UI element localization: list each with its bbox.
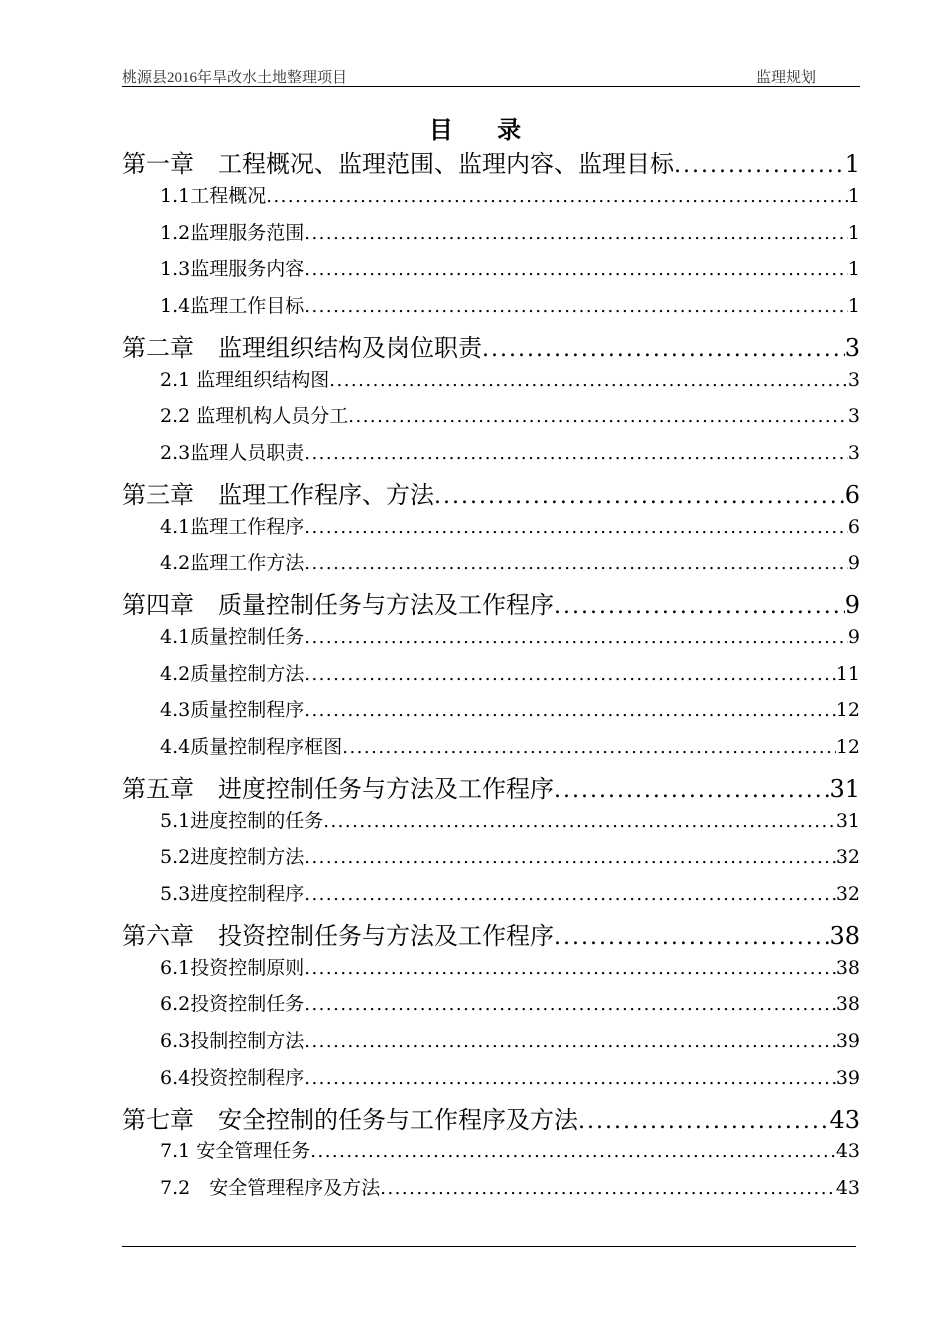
toc-entry-title: 4.3质量控制程序 xyxy=(160,699,305,722)
footer-divider xyxy=(122,1246,856,1247)
toc-entry-title: 1.2监理服务范围 xyxy=(160,221,305,244)
toc-entry-title: 第一章 工程概况、监理范围、监理内容、监理目标 xyxy=(122,150,674,178)
toc-page-number: 11 xyxy=(835,662,860,685)
toc-page-number: 32 xyxy=(835,846,860,869)
toc-chapter-entry[interactable] xyxy=(122,475,860,510)
toc-page-number: 1 xyxy=(847,221,860,244)
toc-section-entry[interactable] xyxy=(160,181,860,208)
toc-section-entry[interactable] xyxy=(160,1026,860,1053)
toc-entry-title: 第七章 安全控制的任务与工作程序及方法 xyxy=(122,1105,578,1134)
toc-leader-dots xyxy=(304,700,836,721)
toc-entry-title: 1.3监理服务内容 xyxy=(160,258,305,281)
toc-leader-dots xyxy=(554,925,829,950)
toc-chapter-entry[interactable] xyxy=(122,1100,860,1135)
toc-leader-dots xyxy=(304,553,848,574)
toc-leader-dots xyxy=(304,1031,836,1052)
toc-section-entry[interactable] xyxy=(160,953,860,980)
toc-page-number: 31 xyxy=(835,809,860,832)
toc-page-number: 39 xyxy=(835,1066,860,1089)
toc-entry-title: 4.4质量控制程序框图 xyxy=(160,736,343,758)
toc-page-number: 43 xyxy=(835,1140,860,1163)
toc-chapter-entry[interactable] xyxy=(122,144,860,179)
page-header xyxy=(122,64,860,87)
toc-leader-dots xyxy=(304,664,836,685)
toc-leader-dots xyxy=(348,406,848,427)
toc-leader-dots xyxy=(554,594,845,619)
toc-entry-title: 6.3投制控制方法 xyxy=(160,1030,305,1052)
toc-entry-title: 2.3监理人员职责 xyxy=(160,442,305,464)
toc-entry-title: 6.1投资控制原则 xyxy=(160,956,305,979)
toc-page-number: 31 xyxy=(829,774,860,803)
toc-section-entry[interactable] xyxy=(160,254,860,281)
toc-section-entry[interactable] xyxy=(160,512,860,539)
toc-entry-title: 5.1进度控制的任务 xyxy=(160,809,324,832)
toc-leader-dots xyxy=(304,259,848,280)
toc-section-entry[interactable] xyxy=(160,1063,860,1090)
toc-leader-dots xyxy=(304,958,836,979)
toc-leader-dots xyxy=(578,1109,829,1134)
toc-entry-title: 1.4监理工作目标 xyxy=(160,295,305,317)
toc-leader-dots xyxy=(304,847,836,868)
header-doc-type: 监理规划 xyxy=(755,70,816,86)
toc-leader-dots xyxy=(304,1068,836,1089)
toc-page-number: 38 xyxy=(835,993,860,1016)
toc-section-entry[interactable] xyxy=(160,659,860,686)
toc-entry-title: 2.1 监理组织结构图 xyxy=(160,368,330,391)
toc-page-number: 1 xyxy=(847,295,860,317)
toc-page-number: 12 xyxy=(835,736,860,758)
toc-entry-title: 5.3进度控制程序 xyxy=(160,883,305,905)
toc-section-entry[interactable] xyxy=(160,1173,860,1200)
toc-entry-title: 1.1工程概况 xyxy=(160,184,267,207)
toc-section-entry[interactable] xyxy=(160,622,860,649)
toc-leader-dots xyxy=(304,443,848,464)
toc-page-number: 6 xyxy=(847,515,860,538)
toc-chapter-entry[interactable] xyxy=(122,585,860,620)
toc-section-entry[interactable] xyxy=(160,806,860,833)
toc-section-entry[interactable] xyxy=(160,438,860,465)
toc-entry-title: 6.2投资控制任务 xyxy=(160,993,305,1016)
toc-entry-title: 7.1 安全管理任务 xyxy=(160,1140,311,1163)
toc-page-number: 6 xyxy=(844,480,860,509)
toc-entry-title: 4.1质量控制任务 xyxy=(160,625,305,648)
toc-entry-title: 7.2 安全管理程序及方法 xyxy=(160,1177,381,1199)
toc-leader-dots xyxy=(342,737,836,758)
toc-section-entry[interactable] xyxy=(160,732,860,759)
toc-entry-title: 第六章 投资控制任务与方法及工作程序 xyxy=(122,921,554,950)
toc-leader-dots xyxy=(266,186,848,207)
toc-leader-dots xyxy=(482,337,845,362)
toc-chapter-entry[interactable] xyxy=(122,916,860,951)
toc-chapter-entry[interactable] xyxy=(122,769,860,804)
toc-page-number: 3 xyxy=(844,333,860,362)
toc-title: 目 录 xyxy=(428,115,540,144)
toc-section-entry[interactable] xyxy=(160,879,860,906)
header-project-name: 桃源县2016年旱改水土地整理项目 xyxy=(122,70,348,86)
toc-entry-title: 6.4投资控制程序 xyxy=(160,1066,305,1089)
toc-entry-title: 第三章 监理工作程序、方法 xyxy=(122,480,434,509)
toc-page-number: 38 xyxy=(829,921,860,950)
toc-section-entry[interactable] xyxy=(160,1136,860,1163)
toc-section-entry[interactable] xyxy=(160,291,860,318)
toc-page-number: 9 xyxy=(844,591,860,619)
toc-entry-title: 4.1监理工作程序 xyxy=(160,515,305,538)
toc-entry-title: 4.2监理工作方法 xyxy=(160,552,305,575)
toc-entry-title: 第五章 进度控制任务与方法及工作程序 xyxy=(122,774,554,803)
toc-page-number: 43 xyxy=(835,1177,860,1199)
toc-section-entry[interactable] xyxy=(160,548,860,575)
toc-leader-dots xyxy=(304,223,848,244)
toc-entry-title: 5.2进度控制方法 xyxy=(160,846,305,869)
toc-page-number: 1 xyxy=(844,150,860,178)
toc-page-number: 9 xyxy=(847,552,860,575)
toc-leader-dots xyxy=(434,484,845,509)
toc-leader-dots xyxy=(329,370,848,391)
toc-page-number: 39 xyxy=(835,1030,860,1052)
toc-leader-dots xyxy=(554,778,829,803)
toc-leader-dots xyxy=(304,517,848,538)
toc-page-number: 1 xyxy=(847,184,860,207)
toc-page-number: 3 xyxy=(847,368,860,391)
toc-page-number: 3 xyxy=(847,405,860,428)
toc-page-number: 12 xyxy=(835,699,860,722)
toc-section-entry[interactable] xyxy=(160,842,860,869)
toc-section-entry[interactable] xyxy=(160,218,860,245)
toc-section-entry[interactable] xyxy=(160,401,860,428)
toc-leader-dots xyxy=(304,884,836,905)
toc-page-number: 3 xyxy=(847,442,860,464)
toc-page-number: 43 xyxy=(829,1105,860,1134)
toc-section-entry[interactable] xyxy=(160,695,860,722)
toc-leader-dots xyxy=(304,296,848,317)
toc-leader-dots xyxy=(380,1178,836,1199)
toc-page-number: 1 xyxy=(847,258,860,281)
toc-entry-title: 2.2 监理机构人员分工 xyxy=(160,405,349,428)
toc-page-number: 38 xyxy=(835,956,860,979)
toc-entry-title: 第四章 质量控制任务与方法及工作程序 xyxy=(122,591,554,619)
toc-section-entry[interactable] xyxy=(160,989,860,1016)
toc-entry-title: 4.2质量控制方法 xyxy=(160,662,305,685)
toc-leader-dots xyxy=(323,811,836,832)
toc-leader-dots xyxy=(304,994,836,1015)
toc-section-entry[interactable] xyxy=(160,365,860,392)
toc-leader-dots xyxy=(304,627,848,648)
toc-entry-title: 第二章 监理组织结构及岗位职责 xyxy=(122,333,482,362)
toc-leader-dots xyxy=(310,1141,836,1162)
toc-leader-dots xyxy=(674,153,845,178)
toc-page-number: 32 xyxy=(835,883,860,905)
toc-page-number: 9 xyxy=(847,625,860,648)
toc-chapter-entry[interactable] xyxy=(122,328,860,363)
